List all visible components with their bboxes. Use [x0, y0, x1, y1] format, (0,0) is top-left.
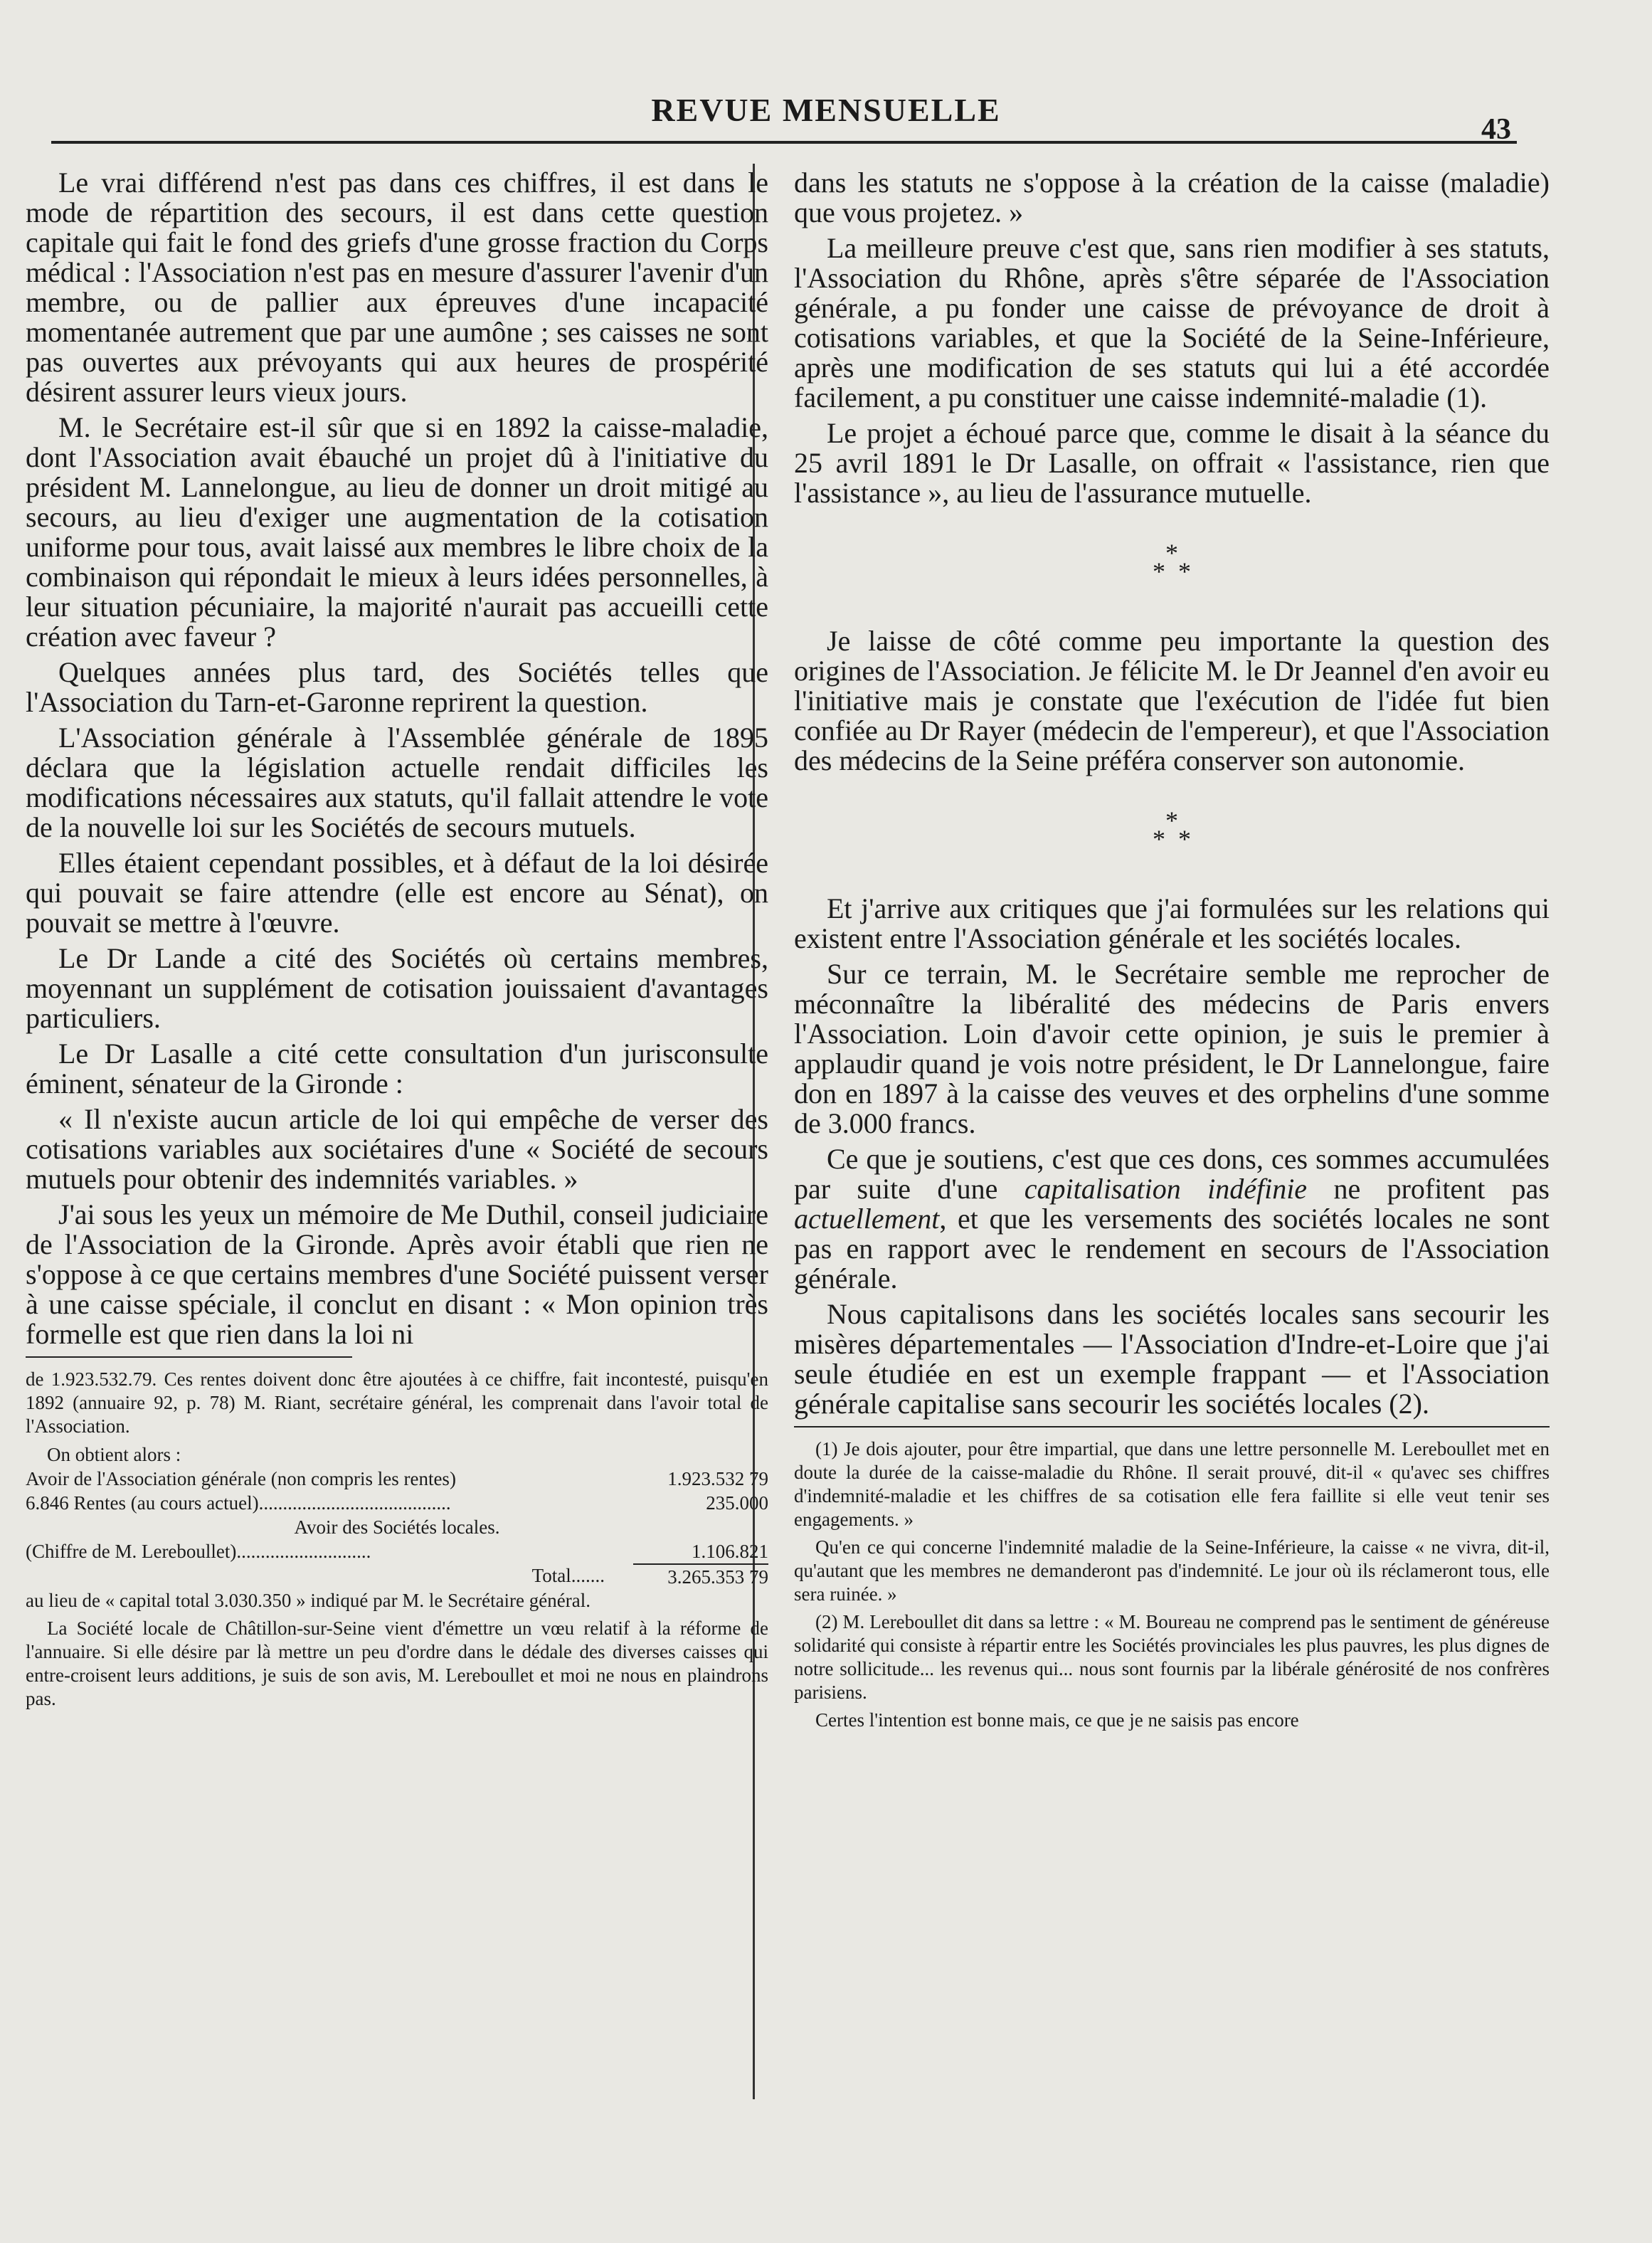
- section-separator: [794, 539, 1550, 586]
- ledger-total-label: Total.......: [531, 1565, 605, 1586]
- ledger-intro: On obtient alors :: [47, 1444, 181, 1465]
- left-paragraph: Elles étaient cependant possibles, et à défaut de la loi désirée qui pouvait se faire attendre (elle est encore au Sénat), on pouvait se mettre à l'œuvre.: [26, 847, 768, 939]
- left-footnotes: [26, 1368, 768, 1711]
- footnote-text: (2) M. Lereboullet dit dans sa lettre : « M. Boureau ne comprend pas le sentiment de généreuse solidarité qui consiste à répartir entre les Sociétés provinciales les plus pauvres, les plus dignes de notre sollicitude... les revenus qui... nous sont fournis par la libérale générosité de nos confrères parisiens.: [794, 1611, 1550, 1703]
- left-paragraph: M. le Secrétaire est-il sûr que si en 1892 la caisse-maladie, dont l'Association avait ébauché un projet dû à l'initiative du président M. Lannelongue, au lieu de donner un droit mitigé au secours, au lieu d'exiger une augmentation de la cotisation uniforme pour tous, avait laissé aux membres le libre choix de la combinaison qui répondait le mieux à leurs idées personnelles, à leur situation pécuniaire, la majorité n'aurait pas accueilli cette création avec faveur ?: [26, 411, 768, 653]
- right-paragraph: Nous capitalisons dans les sociétés locales sans secourir les misères départementales — l'Association d'Indre-et-Loire que j'ai seule étudiée en est un exemple frappant — et l'Association générale capitalise sans secourir les sociétés locales (2).: [794, 1298, 1550, 1420]
- separator-star-pair: * *: [1153, 557, 1191, 586]
- footnote-text: Certes l'intention est bonne mais, ce que je ne saisis pas encore: [815, 1709, 1299, 1731]
- right-paragraph: La meilleure preuve c'est que, sans rien modifier à ses statuts, l'Association du Rhône, après s'être séparée de l'Association générale, a pu fonder une caisse de prévoyance de droit à cotisations variables, et que la Société de la Seine-Inférieure, après une modification de ses statuts qui lui a été accordée facilement, a pu constituer une caisse indemnité-maladie (1).: [794, 232, 1550, 413]
- left-paragraph: J'ai sous les yeux un mémoire de Me Duthil, conseil judiciaire de l'Association de la Gironde. Après avoir établi que rien ne s'oppose à ce que certains membres d'une Société puissent verser à une caisse spéciale, il conclut en disant : « Mon opinion très formelle est que rien dans la loi ni: [26, 1198, 768, 1350]
- footnote-rule: [794, 1426, 1550, 1427]
- footnote-text: La Société locale de Châtillon-sur-Seine vient d'émettre un vœu relatif à la réforme de l'annuaire. Si elle désire par là mettre un peu d'ordre dans le dédale des diverses caisses qui entre-croisent leurs additions, je suis de son avis, M. Lereboullet et moi ne nous en plaindrons pas.: [26, 1617, 768, 1709]
- left-paragraph: L'Association générale à l'Assemblée générale de 1895 déclara que la législation actuelle rendait difficiles les modifications nécessaires aux statuts, qu'il fallait attendre le vote de la nouvelle loi sur les Sociétés de secours mutuels.: [26, 722, 768, 843]
- right-paragraph: Et j'arrive aux critiques que j'ai formulées sur les relations qui existent entre l'Association générale et les sociétés locales.: [794, 892, 1550, 954]
- ledger-table: [26, 1442, 768, 1589]
- ledger-label: 6.846 Rentes (au cours actuel)........................................: [26, 1492, 451, 1514]
- footnote-continuation: de 1.923.532.79. Ces rentes doivent donc être ajoutées à ce chiffre, fait incontesté, puisqu'en 1892 (annuaire 92, p. 78) M. Riant, secrétaire général, les comprenait dans l'avoir total de l'Association.: [26, 1368, 768, 1437]
- separator-star-pair: * *: [1153, 825, 1191, 853]
- ledger-row: [26, 1539, 768, 1563]
- page-number: 43: [1481, 113, 1511, 146]
- left-paragraph: Le Dr Lasalle a cité cette consultation d'un jurisconsulte éminent, sénateur de la Gironde :: [26, 1038, 768, 1099]
- ledger-row: [26, 1491, 768, 1515]
- left-column: [26, 168, 768, 1715]
- left-paragraph: « Il n'existe aucun article de loi qui empêche de verser des cotisations variables aux sociétaires d'une « Société de secours mutuels pour obtenir des indemnités variables. »: [26, 1103, 768, 1195]
- left-paragraph: Le Dr Lande a cité des Sociétés où certains membres, moyennant un supplément de cotisation jouissaient d'avantages particuliers.: [26, 942, 768, 1034]
- ledger-total-row: [26, 1563, 768, 1589]
- right-paragraph: Sur ce terrain, M. le Secrétaire semble me reprocher de méconnaître la libéralité des médecins de Paris envers l'Association. Loin d'avoir cette opinion, je suis le premier à applaudir quand je vois notre président, le Dr Lannelongue, faire don en 1897 à la caisse des veuves et des orphelins d'une somme de 3.000 francs.: [794, 958, 1550, 1139]
- footnote-text: (1) Je dois ajouter, pour être impartial, que dans une lettre personnelle M. Lereboullet met en doute la durée de la caisse-maladie du Rhône. Il serait prouvé, dit-il « qu'avec ses chiffres d'indemnité-maladie et les chiffres de sa cotisation elle fera faillite si elle veut tenir ses engagements. »: [794, 1438, 1550, 1530]
- right-footnotes: [794, 1437, 1550, 1732]
- left-paragraph: Quelques années plus tard, des Sociétés telles que l'Association du Tarn-et-Garonne reprirent la question.: [26, 656, 768, 718]
- emphasis-text: capitalisation indéfinie: [1024, 1173, 1308, 1205]
- ledger-amount: 1.923.532 79: [667, 1468, 768, 1489]
- right-paragraph: Le projet a échoué parce que, comme le disait à la séance du 25 avril 1891 le Dr Lasalle, on offrait « l'assistance, rien que l'assistance », au lieu de l'assurance mutuelle.: [794, 417, 1550, 509]
- left-paragraph: Le vrai différend n'est pas dans ces chiffres, il est dans le mode de répartition des secours, il est dans cette question capitale qui fait le fond des griefs d'une grosse fraction du Corps médical : l'Association n'est pas en mesure d'assurer l'avenir d'un membre, ou de pallier aux épreuves d'une incapacité momentanée autrement que par une aumône ; ses caisses ne sont pas ouvertes aux prévoyants qui aux heures de prospérité désirent assurer leurs vieux jours.: [26, 167, 768, 408]
- ledger-label: Avoir de l'Association générale (non compris les rentes): [26, 1468, 456, 1489]
- footnote-text: Qu'en ce qui concerne l'indemnité maladie de la Seine-Inférieure, la caisse « ne vivra, dit-il, qu'autant que les membres ne demanderont pas d'indemnité. Le jour où ils réclameront tous, elle sera ruinée. »: [794, 1536, 1550, 1605]
- emphasis-text: actuellement: [794, 1203, 940, 1235]
- ledger-subheading: Avoir des Sociétés locales.: [294, 1516, 500, 1538]
- section-separator: [794, 806, 1550, 853]
- ledger-amount: 235.000: [706, 1492, 768, 1514]
- separator-star: *: [1165, 539, 1178, 567]
- right-column: [794, 168, 1550, 1736]
- footnote-rule: [26, 1356, 352, 1358]
- right-paragraph: dans les statuts ne s'oppose à la création de la caisse (maladie) que vous projetez. »: [794, 167, 1550, 228]
- ledger-label: (Chiffre de M. Lereboullet)............................: [26, 1541, 371, 1562]
- page-header-title: REVUE MENSUELLE: [651, 92, 1001, 128]
- right-paragraph-capitalisation: Ce que je soutiens, c'est que ces dons, ces sommes accumulées par suite d'une capitalisation indéfinie ne profitent pas actuellement, et que les versements des sociétés locales ne sont pas en rapport avec le rendement en secours de l'Association générale.: [794, 1143, 1550, 1294]
- ledger-total-amount: 3.265.353 79: [633, 1563, 768, 1589]
- right-paragraph: Je laisse de côté comme peu importante la question des origines de l'Association. Je félicite M. le Dr Jeannel d'en avoir eu l'initiative mais je constate que l'exécution de l'idée fut bien confiée au Dr Rayer (médecin de l'empereur), et que l'Association des médecins de la Seine préféra conserver son autonomie.: [794, 625, 1550, 776]
- ledger-amount: 1.106.821: [692, 1541, 768, 1562]
- header-rule: [51, 141, 1517, 144]
- footnote-text: au lieu de « capital total 3.030.350 » indiqué par M. le Secrétaire général.: [26, 1590, 591, 1611]
- separator-star: *: [1165, 806, 1178, 835]
- ledger-row: [26, 1467, 768, 1491]
